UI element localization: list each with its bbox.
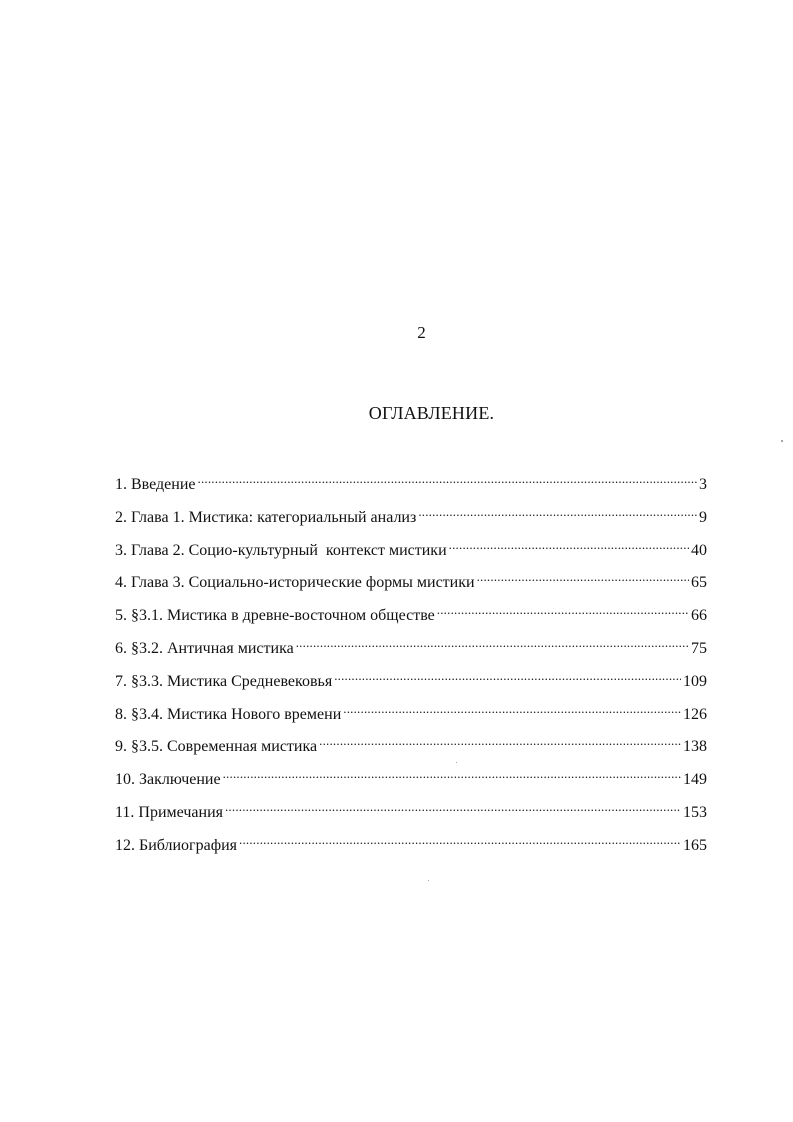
toc-entry (115, 629, 707, 662)
toc-leader-dots (239, 826, 681, 850)
toc-entry-page: 40 (691, 541, 707, 559)
toc-entry (115, 498, 707, 531)
toc-entry-title: §3.1. Мистика в древне-восточном обществе (131, 607, 435, 625)
table-of-contents (115, 465, 707, 859)
toc-entry-number: 10. (115, 771, 135, 789)
toc-entry-page: 65 (691, 574, 707, 592)
toc-entry (115, 596, 707, 629)
toc-leader-dots (198, 465, 698, 489)
toc-entry (115, 465, 707, 498)
toc-leader-dots (223, 760, 681, 784)
scan-speck (428, 880, 429, 881)
toc-leader-dots (343, 695, 681, 719)
toc-entry-page: 3 (699, 476, 707, 493)
toc-entry-page: 153 (683, 803, 707, 821)
toc-entry-title: Введение (131, 476, 196, 493)
scan-speck (456, 762, 457, 763)
toc-leader-dots (477, 563, 689, 587)
toc-entry-title: Глава 2. Социо-культурный контекст мистики (131, 541, 447, 559)
toc-leader-dots (449, 531, 689, 555)
toc-entry-title: Глава 1. Мистика: категориальный анализ (131, 508, 417, 526)
scan-speck (781, 440, 783, 442)
toc-entry (115, 662, 707, 695)
toc-entry-title: §3.4. Мистика Нового времени (131, 705, 342, 723)
toc-entry-number: 1. (115, 476, 127, 493)
toc-entry-page: 66 (691, 607, 707, 625)
toc-leader-dots (225, 793, 681, 817)
toc-entry-page: 165 (683, 836, 707, 854)
toc-leader-dots (437, 596, 689, 620)
toc-entry-number: 7. (115, 672, 127, 690)
toc-entry-page: 109 (683, 672, 707, 690)
toc-entry (115, 695, 707, 728)
toc-title: ОГЛАВЛЕНИЕ. (368, 403, 495, 423)
page-number: 2 (417, 323, 426, 342)
toc-entry-number: 5. (115, 607, 127, 625)
toc-entry (115, 727, 707, 760)
toc-entry-page: 138 (683, 738, 707, 756)
toc-entry-number: 4. (115, 574, 127, 592)
toc-entry (115, 826, 707, 859)
toc-entry-title: Примечания (138, 803, 223, 821)
toc-entry-page: 75 (691, 639, 707, 657)
toc-entry-number: 2. (115, 508, 127, 526)
toc-entry (115, 760, 707, 793)
toc-entry-page: 126 (683, 705, 707, 723)
toc-entry-number: 8. (115, 705, 127, 723)
toc-leader-dots (334, 662, 681, 686)
toc-entry (115, 793, 707, 826)
toc-entry-page: 9 (699, 508, 707, 526)
toc-leader-dots (418, 498, 697, 522)
toc-entry-title: Глава 3. Социально-исторические формы мистики (131, 574, 475, 592)
toc-entry-title: §3.5. Современная мистика (131, 738, 318, 756)
toc-entry-page: 149 (683, 771, 707, 789)
toc-entry-number: 6. (115, 639, 127, 657)
toc-entry (115, 563, 707, 596)
toc-leader-dots (319, 727, 681, 751)
toc-entry-number: 9. (115, 738, 127, 756)
toc-entry-title: §3.2. Античная мистика (131, 639, 294, 657)
toc-entry-number: 11. (115, 803, 135, 821)
toc-entry-title: Заключение (139, 771, 221, 789)
toc-entry-title: §3.3. Мистика Средневековья (131, 672, 333, 690)
toc-entry-number: 3. (115, 541, 127, 559)
toc-entry-title: Библиография (139, 836, 237, 854)
toc-leader-dots (296, 629, 689, 653)
toc-entry (115, 531, 707, 564)
toc-entry-number: 12. (115, 836, 135, 854)
